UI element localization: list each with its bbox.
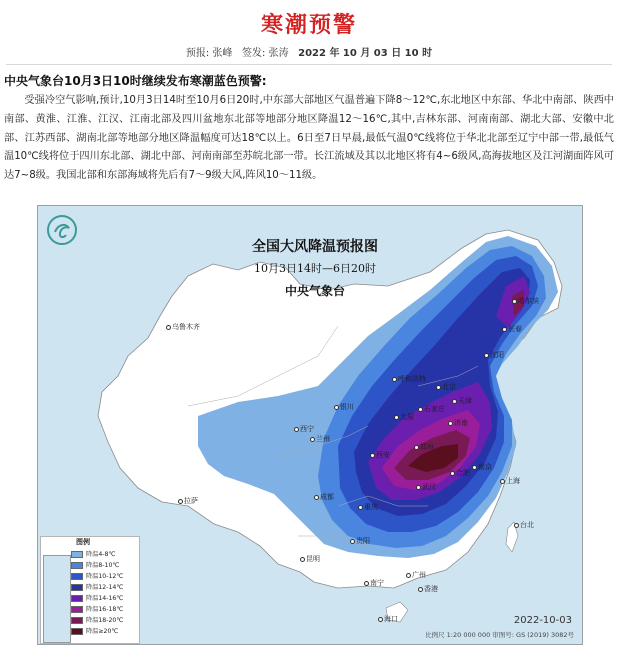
issuer-name: 张涛 [268,48,289,59]
city-jinan: 济南 [448,418,468,428]
map-scale-note: 比例尺 1:20 000 000 审图号: GS (2019) 3082号 [425,631,574,639]
city-taibei: 台北 [514,520,534,530]
forecast-map [37,205,583,645]
legend-swatch [71,584,83,591]
city-nanjing: 南京 [472,462,492,472]
city-kunming: 昆明 [300,554,320,564]
legend-item: 降温12-14℃ [71,582,123,589]
city-lhasa: 拉萨 [178,496,198,506]
city-hefei: 合肥 [450,468,470,478]
article-heading: 中央气象台10月3日10时继续发布寒潮蓝色预警: [4,74,267,88]
legend-swatch [71,628,83,635]
map-period: 10月3日14时—6日20时 [254,262,376,275]
city-chengdu: 成都 [314,492,334,502]
city-zhengzhou: 郑州 [414,442,434,452]
city-tianjin: 天津 [452,396,472,406]
city-beijing: 北京 [436,382,456,392]
city-xian: 西安 [370,450,390,460]
legend-swatch [71,562,83,569]
legend-swatch [71,617,83,624]
city-guangzhou: 广州 [406,570,426,580]
legend-swatch [71,606,83,613]
legend-item: 降温≥20℃ [71,626,118,633]
map-legend [40,536,140,644]
publish-meta [0,44,618,59]
legend-swatch [71,595,83,602]
city-urumqi: 乌鲁木齐 [166,322,200,332]
city-hohhot: 呼和浩特 [392,374,426,384]
city-lanzhou: 兰州 [310,434,330,444]
legend-swatch [71,551,83,558]
city-hongkong: 香港 [418,584,438,594]
article-paragraph: 受强冷空气影响,预计,10月3日14时至10月6日20时,中东部大部地区气温普遍下降8～12℃,东北地区中东部、华北中南部、陕西中南部、黄淮、江淮、江汉、江南北部及四川盆地东北部等地部分地区降温12～16℃,其中,吉林东部、河南南部、湖北大部、安徽中北部、江苏西部、湖南北部等地部分地区降温幅度可达18℃以上。6日至7日早晨,最低气温0℃线将位于华北北部至辽宁中部一带,最低气温10℃线将位于四川东北部、湖北中部、河南南部至苏皖北部一带。长江流域及其以北地区将有4~6级风,高海拔地区及江河湖面阵风可达7~8级。我国北部和东部海域将先后有7～9级大风,阵风10～11级。 [4,95,614,182]
legend-swatch [71,573,83,580]
city-shijiazhuang: 石家庄 [418,404,445,414]
city-haikou: 海口 [378,614,398,624]
legend-item: 降温10-12℃ [71,571,123,578]
publisher-name: 张峰 [212,48,233,59]
city-shanghai: 上海 [500,476,520,486]
divider [6,64,612,65]
legend-item: 降温18-20℃ [71,615,123,622]
legend-item: 降温14-16℃ [71,593,123,600]
city-nanning: 南宁 [364,578,384,588]
map-agency: 中央气象台 [284,284,345,298]
map-title-block [230,236,400,299]
city-taiyuan: 太原 [394,412,414,422]
city-guiyang: 贵阳 [350,536,370,546]
city-xining: 西宁 [294,424,314,434]
city-changchun: 长春 [502,324,522,334]
publish-label: 预报: [185,48,210,59]
city-yinchuan: 银川 [334,402,354,412]
city-chongqing: 重庆 [358,502,378,512]
south-china-sea-inset [43,555,71,643]
city-shenyang: 沈阳 [484,350,504,360]
legend-item: 降温16-18℃ [71,604,123,611]
map-title: 全国大风降温预报图 [252,239,378,255]
legend-title: 图例 [76,538,90,546]
cma-logo-icon [46,214,78,246]
legend-item: 降温8-10℃ [71,560,119,567]
page-title: 寒潮预警 [260,13,357,38]
city-wuhan: 武汉 [416,482,436,492]
map-date: 2022-10-03 [513,615,572,626]
city-harbin: 哈尔滨 [512,296,539,306]
publish-date: 2022 年 10 月 03 日 10 时 [298,48,433,59]
legend-item: 降温4-8℃ [71,549,115,556]
issue-label: 签发: [242,48,266,59]
